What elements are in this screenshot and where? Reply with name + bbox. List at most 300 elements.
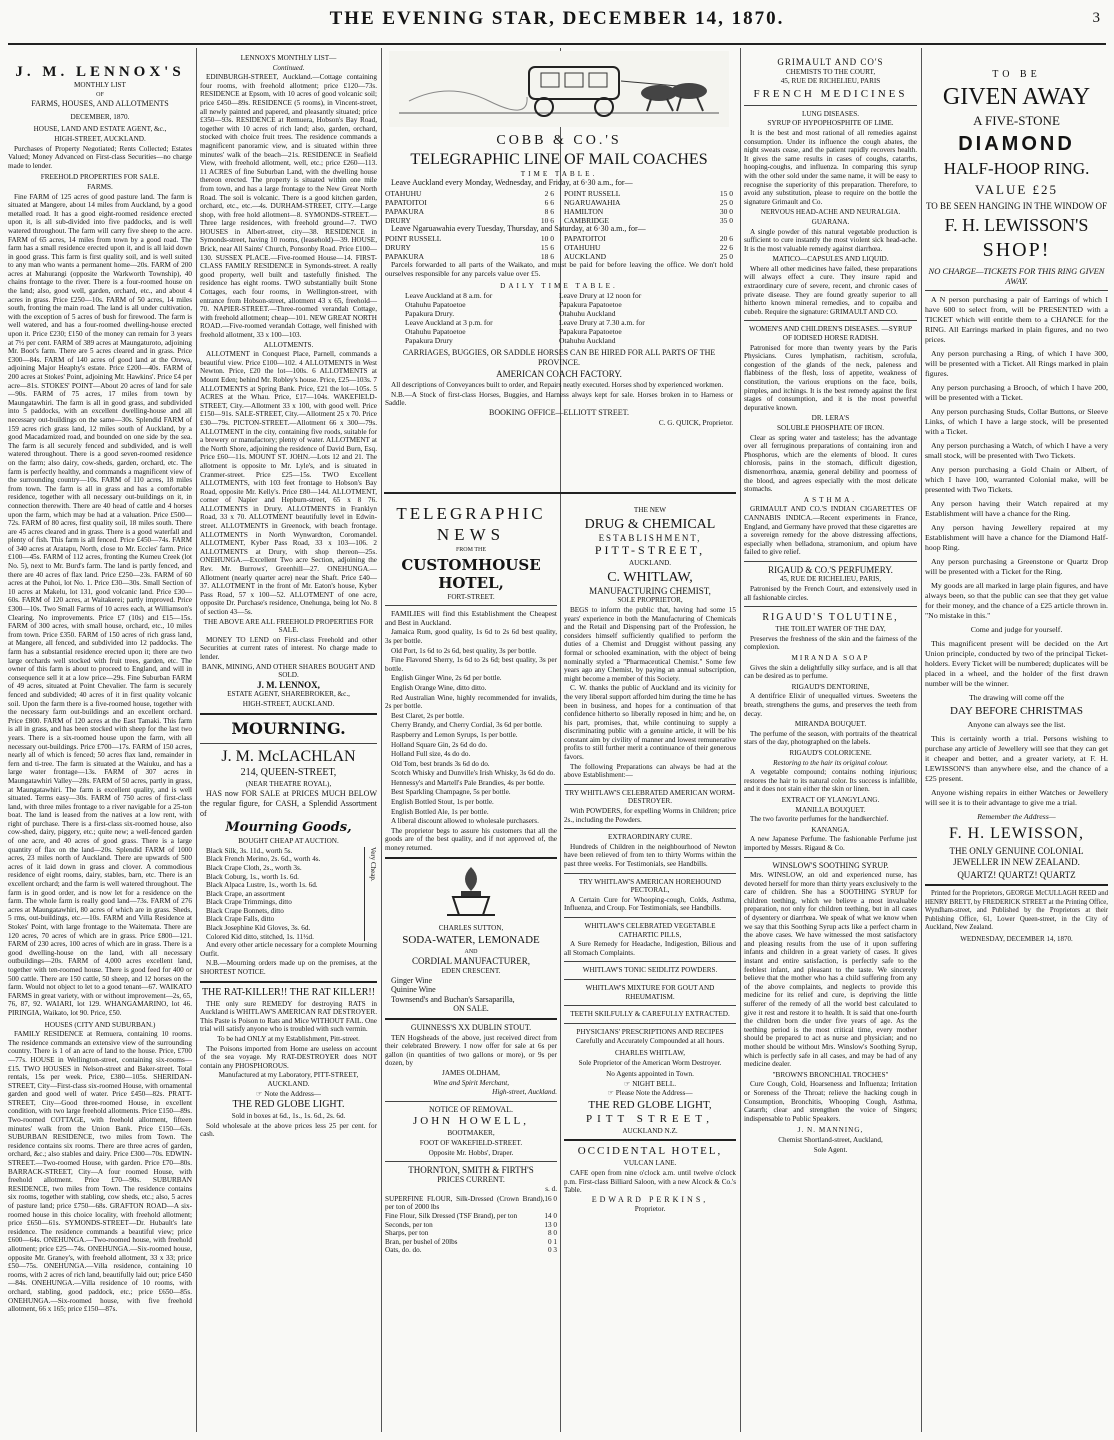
fare-place: CAMBRIDGE	[564, 215, 610, 225]
fare-price	[720, 234, 733, 243]
whitlaw-body-2: C. W. thanks the public of Auckland and its vicinity for the very liberal support afforded him during the time he has been in business, and hopes for a continuation of that confidence hitherto so liberally reposed in him; and he, on his part, promises, that, while continuing to supply a discriminating public with a genuine article, it will be his constant aim by civility of manner and lowest remunerative profits to still further merit a continuance of their generous favors.	[564, 684, 736, 762]
lennox-sub1: MONTHLY LIST	[74, 81, 126, 89]
asthma-body: GRIMAULT AND CO.'S INDIAN CIGARETTES OF CANNABIS INDICA.—Recent experiments in France, England, and Germany have proved that these cigarettes are a sovereign remedy for the above distressing affections, especially when belladona, stramonium, and opium have failed to give relief.	[744, 505, 917, 557]
fare-price	[720, 243, 733, 252]
imprint: Printed for the Proprietors, GEORGE McCULLAGH REED and HENRY BRETT, by FREDERICK STREET at the Printing Office, Wyndham-street, and Published by the Proprietors at their Publishing Office, 61, Lower Queen-street, in the City of Auckland, New Zealand.	[925, 890, 1108, 931]
cobb-heading: COBB & CO.'S	[496, 132, 622, 148]
howell-opposite: Opposite Mr. Hobbs', Draper.	[428, 1148, 514, 1157]
no-agents: No Agents appointed in Town.	[606, 1070, 694, 1079]
manilla-body: The two favorite perfumes for the handkerchief.	[750, 815, 889, 824]
establishment: ESTABLISHMENT,	[598, 532, 702, 543]
lewisson-para: Any person purchasing a Greenstone or Quartz Drop will be presented with a Ticket for the Ring.	[925, 557, 1108, 576]
rule	[744, 105, 917, 106]
rule	[385, 1101, 557, 1102]
drink-item: Red Australian Wine, highly recommended for invalids, 2s per bottle.	[385, 693, 557, 711]
shares-note: BANK, MINING, AND OTHER SHARES BOUGHT AND SOLD.	[201, 662, 376, 680]
fare-row	[564, 189, 733, 198]
cathartic-body: A Sure Remedy for Headache, Indigestion, Bilious and all Stomach Complaints.	[564, 940, 736, 957]
lewisson-para: Any person purchasing a Ring, of which I have 300, will be presented with a Ticket. All Rings marked in plain figures.	[925, 349, 1108, 378]
lewisson-para: Any person purchasing a Watch, of which I have a very small stock, will be presented with Two Tickets.	[925, 441, 1108, 460]
daily-timetable	[385, 291, 733, 345]
fare-row	[385, 234, 554, 243]
fare-row	[564, 198, 733, 207]
cw-sole: Sole Proprietor of the American Worm Destroyer.	[578, 1058, 722, 1067]
fare-row	[564, 243, 733, 252]
phosphate-body: Clear as spring water and tasteless; has the advantage over all ferruginous preparations of containing iron and Phosphorus, which are the elements of blood. It cures chlorosis, pains in the stomach, difficult digestion, dismenorrhœa, anæmia, general debility and poorness of the blood, and agrees especially with the most delicate stomachs.	[744, 433, 917, 494]
daily-cell: Papakura Drury	[405, 336, 453, 346]
lennox-street: HIGH-STREET, AUCKLAND.	[54, 134, 146, 143]
to-be: TO BE	[992, 69, 1041, 80]
manning-sole-agent: Sole Agent.	[813, 1145, 848, 1154]
howell-name: JOHN HOWELL,	[412, 1115, 530, 1128]
drug-chemical: DRUG & CHEMICAL	[584, 516, 716, 532]
rue-richelieu: 45, RUE DE RICHELIEU, PARIS	[780, 77, 881, 86]
daily-cell: Leave Auckland at 3 p.m. for	[405, 318, 493, 328]
rigaud-body: Patronised by the French Court, and extensively used in all fashionable circles.	[744, 585, 917, 602]
gout-mixture: WHITLAW'S MIXTURE FOR GOUT AND RHEUMATISM.	[585, 983, 715, 1001]
red-globe-light: THE RED GLOBE LIGHT,	[588, 1098, 712, 1111]
no-charge: NO CHARGE—TICKETS FOR THIS RING GIVEN AWAY.	[928, 266, 1105, 286]
rule	[384, 492, 736, 494]
tolutine: RIGAUD'S TOLUTINE,	[762, 612, 899, 624]
perkins-proprietor: Proprietor.	[634, 1205, 666, 1214]
anyone-see-list: Anyone can always see the list.	[967, 720, 1066, 729]
horehound-body: A Certain Cure for Whooping-cough, Colds, Asthma, Influenza, and Croup. For Testimonials, see Handbills.	[564, 895, 736, 913]
flour-row	[385, 1195, 557, 1212]
miranda-bouquet: MIRANDA BOUQUET.	[794, 720, 867, 729]
cordial-mfr: CORDIAL MANUFACTURER,	[411, 956, 530, 967]
mourning-item: Colored Kid ditto, stitched, 1s. 11½d.	[206, 932, 314, 941]
soda-fountain-illustration	[385, 863, 557, 922]
fare-place: DRURY	[385, 215, 411, 225]
fort-street: FORT-STREET.	[447, 592, 495, 601]
fare-price	[541, 234, 554, 243]
lewisson-para: The drawing will come off the	[969, 693, 1064, 702]
column-divider	[381, 48, 382, 1432]
customhouse-hotel: CUSTOMHOUSE HOTEL,	[401, 555, 541, 592]
night-bell-text: NIGHT BELL.	[632, 1079, 677, 1088]
lewisson-para: Any person purchasing a Brooch, of which I have 200, will be presented with a Ticket.	[925, 383, 1108, 402]
guarana: GUARANA.	[811, 217, 850, 226]
pitt-street-2: PITT STREET,	[585, 1112, 715, 1125]
flour-s: 13	[544, 1220, 552, 1229]
tel-news-2: NEWS	[436, 525, 506, 544]
miranda-body: Gives the skin a delightfully silky surface, and is all that can be desired as to perfume.	[744, 663, 917, 681]
fare-price	[720, 189, 733, 198]
fares2-right	[564, 234, 733, 261]
lewisson-para2: Anyone wishing repairs in either Watches or Jewellery will see it is to their advantage to give me a trial.	[925, 788, 1108, 807]
drink-item: Best Sparkling Champagne, 5s per bottle.	[391, 788, 511, 797]
coach-factory-body: All descriptions of Conveyances built to order, and Repairs neatly executed. Horses shod by experienced workmen.	[391, 381, 724, 390]
fare-place: AUCKLAND	[564, 252, 607, 262]
fare-d: 6	[550, 206, 554, 216]
occidental-hotel: OCCIDENTAL HOTEL,	[577, 1145, 723, 1158]
rule	[564, 979, 736, 980]
kananga-body: A new Japanese Perfume. The fashionable Perfume just imported by Messrs. Rigaud & Co.	[744, 835, 917, 852]
drink-item: Jamaica Rum, good quality, 1s 6d to 2s 6d best quality, 3s per bottle.	[385, 628, 557, 645]
lewisson-para: A N person purchasing a pair of Earrings of which I have 600 to select from, will be PRESENTED with a TICKET which will entitle them to a CHANCE for the RING. All Earrings marked in plain figures, and no two prices.	[925, 295, 1108, 344]
fare-d: 0	[550, 234, 554, 244]
phosphate-iron: SOLUBLE PHOSPHATE OF IRON.	[776, 423, 885, 432]
fare-place: PAPAKURA	[385, 206, 425, 216]
column-6	[925, 48, 1108, 1432]
flour-item: Sharps, per ton	[385, 1229, 429, 1238]
daily-cell: Otahuhu Auckland	[559, 309, 616, 319]
carriages-note: CARRIAGES, BUGGIES, OR SADDLE HORSES CAN BE HIRED FOR ALL PARTS OF THE PROVINCE.	[402, 348, 716, 368]
lennox-intro: Purchases of Property Negotiated; Rents Collected; Estates Valued; Money Advanced on First-class Securities—no charge made to lender.	[8, 144, 192, 170]
timetable-heading: TIME TABLE.	[520, 169, 598, 178]
rat-killer-only: To be had ONLY at my Establishment, Pitt-street.	[217, 1035, 360, 1043]
manning-address: Chemist Shortland-street, Auckland,	[778, 1135, 883, 1144]
rat-killer-made: Manufactured at my Laboratory, PITT-STREET, AUCKLAND.	[218, 1071, 359, 1088]
howell-trade: BOOTMAKER,	[447, 1129, 495, 1138]
fare-d: 0	[729, 252, 733, 262]
rule	[744, 320, 917, 321]
only-genuine: THE ONLY GENUINE COLONIAL	[949, 846, 1084, 856]
fare-place: HAMILTON	[564, 206, 604, 216]
daily-cell: Papakura Papatoetoe	[559, 300, 622, 310]
fare-price	[545, 189, 554, 198]
given-away: GIVEN AWAY	[942, 84, 1091, 110]
drink-item: Old Tom, best brands 3s 6d do do.	[391, 759, 490, 768]
daily-cell: Leave Drury at 7.30 a.m. for	[559, 318, 645, 328]
quartz: QUARTZ! QUARTZ! QUARTZ	[957, 870, 1076, 880]
fare-price	[541, 243, 554, 252]
please-note-text: Please Note the Address—	[615, 1089, 693, 1098]
mourning-item: Black Crape Falls, ditto	[206, 915, 275, 924]
daily-timetable-heading: DAILY TIME TABLE.	[500, 281, 618, 290]
customhouse-assure: The proprietor begs to assure his customers that all the goods are of the best quality, and if not approved of, the money returned.	[385, 826, 557, 853]
bought-cheap: BOUGHT CHEAP AT AUCTION.	[238, 837, 339, 846]
lewisson-para: Any person purchasing a Gold Chain or Albert, of which I have 100, warranted Colonial make, will be presented with Two Tickets.	[925, 465, 1108, 494]
flour-price	[544, 1195, 557, 1212]
phys-body: Carefully and Accurately Compounded at all hours.	[575, 1037, 725, 1046]
tel-news-1: TELEGRAPHIC	[396, 504, 546, 523]
day-before-christmas: DAY BEFORE CHRISTMAS	[949, 705, 1084, 717]
matico-body: Where all other medicines have failed, these preparations will always effect a cure. They insure rapid and extraordinary cure of severe, recent, and chronic cases of private disease. They are found greatly superior to all hitherto known mineral remedies, and to copaiba and cubeb. Require the signature: GRIMAULT AND CO.	[744, 264, 917, 316]
women-body: Patronised for more than twenty years by the Paris Physicians. Cures lymphatism, rachitism, scrofula, congestion of the glands of the neck, paleness and flabbiness of the flesh, loss of appetite, weakness of constitution, the various eruptions on the face, boils, pimples, and itchings. It is the best remedy against the first stages of consumption, and it is the most powerful depurative known.	[744, 343, 917, 412]
fares2-left	[385, 234, 554, 261]
rule	[564, 1005, 736, 1006]
fare-s: 8	[544, 206, 549, 216]
daily-cell: Papakura Papatoetoe	[559, 327, 622, 337]
drink-item: Fine Flavored Sherry, 1s 6d to 2s 6d; best quality, 3s per bottle.	[385, 656, 557, 673]
mourning-goods: Mourning Goods,	[225, 820, 352, 836]
rule	[564, 784, 736, 785]
parcels-note: Parcels forwarded to all parts of the Waikato, and must be paid for before leaving the office. We don't hold ourselves responsible for any parcels value over £5.	[385, 260, 733, 278]
lennox-signature: J. M. LENNOX,	[257, 679, 320, 690]
fare-price	[545, 207, 554, 216]
lennox-agent: HOUSE, LAND AND ESTATE AGENT, &c.,	[33, 125, 167, 134]
miranda-soap: MIRANDA SOAP	[791, 654, 870, 663]
horehound: TRY WHITLAW'S AMERICAN HOREHOUND PECTORAL,	[578, 877, 722, 895]
mourning-item: Black Crape, an assortment	[206, 889, 286, 898]
rule	[744, 606, 917, 607]
lewisson-para: Come and judge for yourself.	[970, 625, 1063, 634]
lewisson-para: Any person having Jewellery repaired at my Establishment will have a chance for the Diamond Half-hoop Ring.	[925, 523, 1108, 552]
drink-item: English Ginger Wine, 2s 6d per bottle.	[391, 674, 502, 683]
drink-item: English Bottled Ale, 1s per bottle.	[391, 807, 489, 816]
flour-s: 0	[548, 1237, 552, 1246]
soda-siphon-icon	[431, 863, 511, 919]
shop: SHOP!	[982, 239, 1051, 261]
mourning-nb: N.B.—Mourning orders made up on the premises, at the SHORTEST NOTICE.	[200, 959, 377, 977]
tolutine-sub: THE TOILET WATER OF THE DAY,	[775, 625, 886, 634]
mourning-item: Black Silk, 3s. 11d., worth 5s.	[206, 846, 293, 855]
auckland-nz: AUCKLAND N.Z.	[622, 1126, 678, 1135]
drink-item: Old Port, 1s 6d to 2s 6d, best quality, 3s per bottle.	[391, 646, 537, 655]
cobb-coaches-advert	[385, 48, 733, 488]
column-divider	[740, 48, 741, 1432]
dentorine: RIGAUD'S DENTORINE,	[791, 682, 870, 691]
rule	[564, 917, 736, 918]
drink-item: Hennessy's and Martell's Pale Brandies, 4s per bottle.	[391, 778, 545, 787]
oldham-addr: High-street, Auckland.	[492, 1088, 557, 1097]
column-1	[8, 48, 192, 1432]
fare-price	[545, 198, 554, 207]
drink-item: Holland Square Gin, 2s 6d do do.	[391, 740, 488, 749]
winslow-syrup: WINSLOW'S SOOTHING SYRUP.	[772, 860, 889, 870]
rule	[564, 1023, 736, 1024]
fare-s: 20	[719, 234, 728, 244]
drink-item: Holland Full size, 4s do do.	[391, 750, 471, 759]
ylangylang: EXTRACT OF YLANGYLANG.	[781, 795, 880, 804]
flour-item: Fine Flour, Silk Dressed (TSF Brand), per ton	[385, 1212, 518, 1221]
night-bell	[564, 1080, 736, 1089]
rule	[200, 713, 377, 715]
guinness-body: TEN Hogsheads of the above, just received direct from their celebrated Brewery. I now offer for sale at 6s per gallon (in quantities of two gallons or more), or 9s per dozen, by	[385, 1033, 557, 1068]
flour-d: 0	[553, 1229, 557, 1238]
oldham-trade: Wine and Spirit Merchant,	[433, 1078, 509, 1087]
lennox-date: DECEMBER, 1870.	[70, 112, 130, 121]
fare-d: 0	[729, 197, 733, 207]
column-2	[200, 48, 377, 1432]
flour-row	[385, 1238, 557, 1247]
fare-price	[720, 207, 733, 216]
column-4	[564, 498, 736, 1432]
lennox-sig-addr: HIGH-STREET, AUCKLAND.	[242, 699, 335, 708]
fare-row	[564, 207, 733, 216]
fare-d: 6	[729, 243, 733, 253]
fare-s: 15	[540, 243, 549, 253]
fare-d: 6	[550, 188, 554, 198]
charles-whitlaw: CHARLES WHITLAW,	[614, 1048, 686, 1057]
very-cheap-brace: Very Cheap.	[364, 847, 377, 942]
fare-d: 0	[729, 215, 733, 225]
fare-d: 6	[550, 215, 554, 225]
mourning-other: And every other article necessary for a complete Mourning Outfit.	[200, 941, 377, 958]
worm-destroyer: TRY WHITLAW'S CELEBRATED AMERICAN WORM-DESTROYER.	[565, 788, 735, 806]
lennox-freehold: FREEHOLD PROPERTIES FOR SALE.	[40, 173, 160, 182]
coach-and-horses-icon	[389, 51, 729, 127]
fare-s: 22	[719, 243, 728, 253]
grimault-heading: GRIMAULT AND CO'S	[777, 57, 884, 67]
column-3-lower	[385, 498, 557, 1432]
masthead-rule	[8, 43, 1106, 45]
rule	[564, 1139, 736, 1141]
rat-note-text: Note the Address—	[264, 1089, 321, 1098]
mclachlan-address: 214, QUEEN-STREET,	[240, 766, 337, 778]
perkins-name: EDWARD PERKINS,	[591, 1194, 709, 1204]
drink-item: English Bottled Stout, 1s per bottle.	[391, 798, 494, 807]
to-be-seen: TO BE SEEN HANGING IN THE WINDOW OF	[925, 201, 1108, 211]
flour-d: 0	[553, 1194, 557, 1203]
mfg-chemist: MANUFACTURING CHEMIST,	[589, 585, 711, 596]
dentorine-body: A dentifrice Elixir of unequalled virtues. Sweetens the breath, strengthens the gums, and preserves the teeth from decay.	[744, 692, 917, 718]
coloricene-body: A vegetable compound; contains nothing injurious; restores the hair to its natural color. Its success is infallible, and it does not stain either the skin or linen.	[744, 768, 917, 794]
whitlaw-body-1: BEGS to inform the public that, having had some 15 years' experience in both the Manufacturing of Chemicals and the Retail and Dispensing part of the Profession, he considers himself sufficiently qualified to perform the duties of a Chemist and Druggist without passing any formal or schooled examination, with the object of being nominally styled a "Pharmaceutical Chemist." Some few years ago any Chemist, by paying an annual subscription, might become a member of this Society.	[564, 605, 736, 683]
flour-s: 0	[548, 1246, 552, 1255]
daily-cell: Otahuhu Auckland	[559, 336, 616, 346]
mclachlan-near: (NEAR THEATRE ROYAL),	[245, 779, 332, 788]
money-to-lend: MONEY TO LEND on First-class Freehold and other Securities at current rates of interest. No charge made to lender.	[200, 635, 377, 661]
new-heading: THE NEW	[633, 506, 667, 514]
fare-s: 6	[544, 197, 549, 207]
whitlaw-name: C. WHITLAW,	[607, 569, 693, 585]
rule	[564, 828, 736, 829]
sole-proprietor: SOLE PROPRIETOR,	[617, 596, 683, 605]
manilla-bouquet: MANILLA BOUQUET.	[795, 805, 866, 814]
flour-row	[385, 1229, 557, 1238]
five-stone: A FIVE-STONE	[973, 113, 1060, 128]
fare-row	[385, 207, 554, 216]
rule	[385, 1018, 557, 1020]
quick-proprietor: C. G. QUICK, Proprietor.	[658, 418, 733, 427]
flour-item: Bran, per bushel of 20lbs	[385, 1237, 458, 1246]
fare-s: 18	[540, 252, 549, 262]
lennox-heading: J. M. LENNOX'S	[15, 64, 185, 80]
soda-water: SODA-WATER, LEMONADE	[402, 933, 540, 946]
daily-cell: Leave Drury at 12 noon for	[559, 291, 642, 301]
rat-killer-body: THE only sure REMEDY for destroying RATS in Auckland is WHITLAW'S AMERICAN RAT DESTROYER. This Paste is Poison to Rats and Mice WITHOUT FAIL. One trial will satisfy anyone who is troubled with such vermin.	[200, 999, 377, 1034]
sutton-item: Ginger Wine	[391, 975, 433, 985]
leave-ngaruawahia: Leave Ngaruawahia every Tuesday, Thursday, and Saturday, at 6·30 a.m., for—	[391, 223, 646, 233]
womens-diseases: WOMEN'S AND CHILDREN'S DISEASES. —SYRUP OF IODISED HORSE RADISH.	[749, 325, 912, 343]
pointing-hand-icon: ☞	[256, 1089, 263, 1098]
column-divider	[921, 48, 922, 1432]
bouquet-body: The perfume of the season, with portraits of the theatrical stars of the day, photographed on the labels.	[744, 729, 917, 747]
column-5	[744, 48, 917, 1432]
fare-row	[385, 243, 554, 252]
rat-killer-poison: The Poisons imported from Home are useless on account of the sea voyage. My RAT-DESTROYER does NOT contain any PHOSPHOROUS.	[200, 1044, 377, 1070]
fare-d: 0	[729, 206, 733, 216]
extraordinary-cure: EXTRAORDINARY CURE.	[608, 833, 692, 842]
lewisson-para2: This is certainly worth a trial. Persons wishing to purchase any article of Jewellery will see that they can get it cheaper and better, and a greater variety, at F. H. LEWISSON'S than anywhere else, and the chance of a £25 present.	[925, 734, 1108, 783]
matico: MATICO—CAPSULES AND LIQUID.	[772, 255, 889, 264]
lewisson-shop-name: F. H. LEWISSON'S	[944, 215, 1089, 235]
rule	[925, 884, 1108, 886]
remember-address: Remember the Address—	[977, 812, 1056, 821]
rat-sold: Sold in boxes at 6d., 1s., 1s. 6d., 2s. 6d.	[231, 1112, 346, 1121]
french-medicines: FRENCH MEDICINES	[753, 87, 908, 100]
drink-item: Scotch Whisky and Dunville's Irish Whisky, 3s 6d do do.	[391, 769, 556, 778]
tolutine-body: Preserves the freshness of the skin and the fairness of the complexion.	[744, 634, 917, 652]
sutton-item: Townsend's and Buchan's Sarsaparilla,	[391, 994, 515, 1004]
fare-row	[564, 234, 733, 243]
fares-table-1	[385, 189, 733, 225]
rigaud-address: 45, RUE DE RICHELIEU, PARIS,	[779, 575, 882, 584]
thornton-heading: THORNTON, SMITH & FIRTH'S	[408, 1165, 534, 1176]
manning-name: J. N. MANNING,	[797, 1126, 864, 1135]
please-note	[564, 1089, 736, 1098]
mclachlan-body: HAS now FOR SALE at PRICES MUCH BELOW the regular figure, for CASH, a Splendid Assortment of	[200, 789, 377, 819]
rat-killer-heading: THE RAT-KILLER!! THE RAT KILLER!!	[201, 986, 376, 998]
fare-s: 30	[719, 206, 728, 216]
flour-price	[548, 1229, 557, 1238]
mourning-item: Black French Merino, 2s. 6d., worth 4s.	[206, 855, 321, 864]
rule	[385, 1161, 557, 1162]
telegraphic-line-heading: TELEGRAPHIC LINE OF MAIL COACHES	[410, 150, 708, 168]
flour-price	[548, 1246, 557, 1255]
freehold-note: THE ABOVE ARE ALL FREEHOLD PROPERTIES FOR SALE.	[203, 617, 374, 635]
mclachlan-name: J. M. McLACHLAN	[221, 747, 356, 765]
rule	[200, 981, 377, 983]
mourning-heading: MOURNING.	[231, 718, 346, 738]
masthead	[0, 0, 1114, 46]
coach-factory-heading: AMERICAN COACH FACTORY.	[496, 369, 622, 380]
half-hoop-ring: HALF-HOOP RING.	[943, 159, 1090, 178]
fare-place: DRURY	[385, 243, 411, 253]
fare-d: 6	[729, 234, 733, 244]
page-number: 3	[1092, 10, 1100, 26]
diamond: DIAMOND	[958, 133, 1075, 155]
customhouse-discount: A liberal discount allowed to wholesale purchasers.	[391, 817, 539, 826]
flour-row	[385, 1246, 557, 1255]
mourning-item: Black Josephine Kid Gloves, 3s. 6d.	[206, 924, 311, 933]
coach-factory-nb: N.B.—A Stock of first-class Horses, Buggies, and Harness always kept for sale. Horses broken in to Harness or Saddle.	[385, 390, 733, 408]
lennox-houses-listing: FAMILY RESIDENCE at Remuera, containing 10 rooms. The residence commands an extensive view of the surrounding country. There is 1 of an acre of land to the house. Price, £700—77s. HOUSE in Wellington-street, containing six-rooms—£15. TWO HOUSES in Nelson-street and Baker-street. Total rentals, 15s per week. Price, £380—105s. SHERIDAN-STREET, City—First-class six-roomed House, with ornamental garden and good well of water. Price £450—82s. PRATT-STREET, City—Good three-roomed House, in excellent condition, with two large freehold allotments. Price £150—89s. Two-roomed COTTAGE, with freehold allotment, fifteen minutes' walk from the Union Bank. Price £150—63s. SUBURBAN RESIDENCE, two miles from Town. The residence contains six rooms. There are three acres of garden, orchard, &c.; also stables and dairy. Price £300—70s. EDWIN-STREET.—Two-roomed House, with garden. Price £70—80s. BARRACK-STREET, City—A four roomed House, with freehold allotment. Price £70—90s. SUBURBAN RESIDENCE, two miles from Town. The residence contains six rooms, together with stabling, cow sheds, etc.; also, 5 acres of pasture land; price £750—68s. GRAFTON ROAD—A six-roomed house in this choice locality, with freehold allotment; price £650—61s. SYMONDS-STREET—Dr. Hubault's late residence. The residence commands a beautiful view; price £600—64s. ONEHUNGA.—Two-roomed house, with freehold allotment; price £25—74s. ONEHUNGA.—Six-roomed house, opposite Mr. Graney's, with freehold allotment, 33 x 33; price £50—75s. ONEHUNGA.—Villa residence, containing 10 rooms, with 2 acres of rich land, beautifully laid out; price £450—84s. ONEHUNGA.—Villa residence of 10 rooms, with orchard, stabling, good paddock, etc.; price £650—85s. ONEHUNGA.—Six-roomed house, with five freehold allotment, 66 x 165; price £150—87s.	[8, 1030, 192, 1314]
rat-red-globe: THE RED GLOBE LIGHT.	[232, 1099, 345, 1111]
lewisson-para: Any person purchasing Studs, Collar Buttons, or Sleeve Links, of which I have a large stock, will be presented with a Ticket.	[925, 407, 1108, 436]
allotments-heading: ALLOTMENTS.	[263, 340, 314, 349]
flour-row	[385, 1221, 557, 1230]
cafe-body: CAFE open from nine o'clock a.m. until twelve o'clock p.m. First-class Billiard Saloon, with a new Alcock & Co.'s Table.	[564, 1169, 736, 1195]
fare-row	[385, 198, 554, 207]
drink-item: Raspberry and Lemon Syrups, 1s per bottle.	[391, 730, 518, 739]
fare-place: PAPAKURA	[385, 252, 425, 262]
nervous-headache: NERVOUS HEAD-ACHE AND NEURALGIA.	[760, 208, 901, 217]
mourning-item: Black Crape Bonnets, ditto	[206, 906, 284, 915]
fares-table-2	[385, 234, 733, 261]
guarana-body: A single powder of this natural vegetable production is sufficient to cure instantly the most violent sick head-ache. It is the most valuable remedy against diarrhœa.	[744, 227, 917, 253]
rule	[925, 290, 1108, 291]
whitlaw-body-3: The following Preparations can always be had at the above Establishment:—	[564, 762, 736, 780]
fare-price	[720, 216, 733, 225]
flour-s: 16	[544, 1194, 552, 1203]
rule	[744, 561, 917, 562]
lennox-cont-heading: LENNOX'S MONTHLY LIST—	[240, 54, 337, 62]
fare-d: 6	[550, 243, 554, 253]
pitt-street: PITT-STREET,	[594, 543, 706, 558]
drink-item: Cherry Brandy, and Cherry Cordial, 3s 6d per bottle.	[391, 721, 543, 730]
rigaud-perfumery: RIGAUD & CO.'S PERFUMERY.	[768, 564, 893, 575]
fare-d: 6	[550, 252, 554, 262]
guinness-heading: GUINNESS'S XX DUBLIN STOUT.	[410, 1022, 532, 1032]
cathartic-pills: WHITLAW'S CELEBRATED VEGETABLE CATHARTIC PILLS,	[584, 921, 716, 939]
lennox-continued: Continued.	[272, 63, 305, 72]
flour-item: Seconds, per ton	[385, 1220, 433, 1229]
fares-left	[385, 189, 554, 225]
fare-place: OTAHUHU	[564, 243, 601, 253]
dr-lera: DR. LERA'S	[811, 414, 850, 423]
rat-killer-note	[200, 1090, 377, 1099]
flour-price	[544, 1212, 557, 1221]
lennox-cont-list: EDINBURGH-STREET, Auckland.—Cottage containing four rooms, with freehold allotment; price £120—73s. RESIDENCE at Epsom, with 10 acres of good volcanic soil; price £450—89s. RESIDENCE (5 rooms), in Vincent-street, all newly painted and papered, and pleasantly situated; price £350—93s. RESIDENCE at Remuera, Hobson's Bay Road, together with 10 acres of rich land; also, garden, orchard, stocked with choice fruit trees. The residence commands a magnificent panoramic view, and is situated within three minutes' walk of the beach—21s. RESIDENCE in Seafield View, with freehold allotment, well, etc.; price £260—113. 11 ACRES of fine Suburban Land, with the dwelling house thereon erected. The property is situated within one mile from town, and has a large frontage to the New Great North Road. The soil is volcanic. There is a good kitchen garden, orchard, etc., etc.—4s. DURHAM-STREET, CITY.—Large shop, with free hold allotment—8. SYMONDS-STREET.—Three large residences, with freehold ground—7. TWO HOUSES in Albert-street, city—38. RESIDENCE in Symonds-street, having 10 rooms, (leasehold)—39. HOUSE, Brick, near All Saints' Church, Ponsonby Road. Price £100—130. SUSSEX PLACE.—Five-roomed House—14. FIRST-CLASS FAMILY RESIDENCE in Symonds-street. A really good property, well built and tastefully finished. The residence has eight rooms. TWO substantially built Stone Cottages, each four rooms, in Wellington-street, with entrance from Hobson-street, allotment 43 x 65, freehold—70. NAPIER-STREET.—Three-roomed verandah Cottage, with freehold allotment; cheap—101. NEW GREAT NORTH ROAD.—Five-roomed verandah Cottage, well finished with freehold allotment, 33 x 100—103.	[200, 73, 377, 339]
jeweller-nz: JEWELLER IN NEW ZEALAND.	[953, 857, 1080, 867]
lewisson-para: Any person having their Watch repaired at my Establishment will have a chance for the Ring.	[925, 499, 1108, 518]
prices-current: PRICES CURRENT.	[437, 1174, 505, 1184]
flour-d: 1	[553, 1237, 557, 1246]
